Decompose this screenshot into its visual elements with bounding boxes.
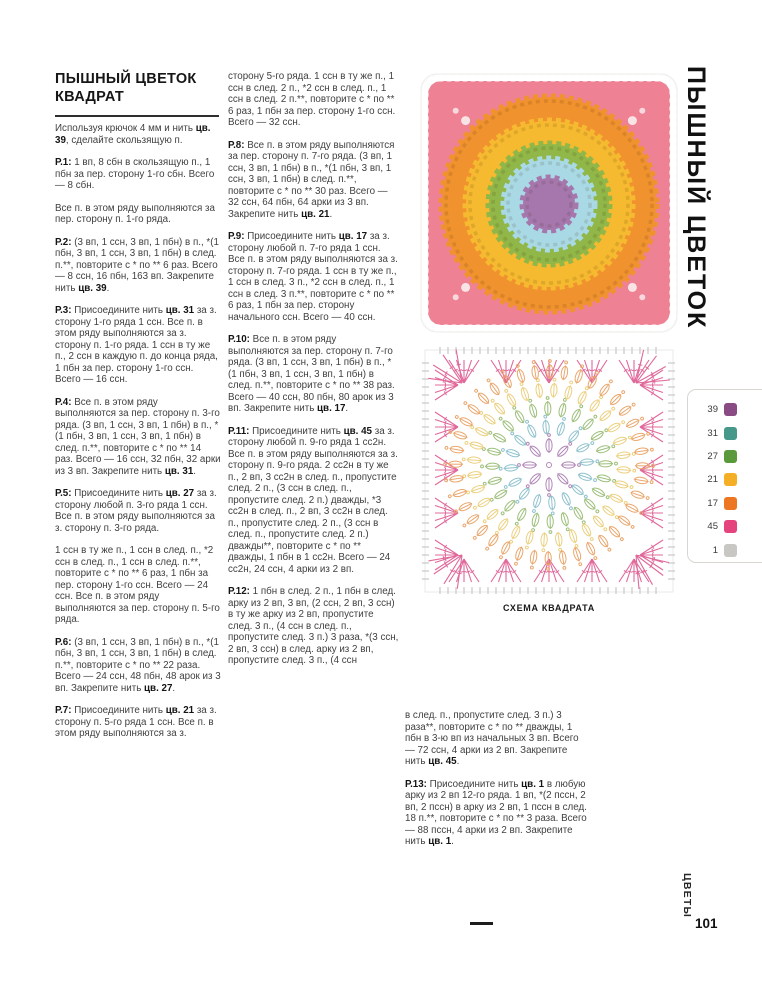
- legend-color-number: 31: [707, 427, 718, 439]
- legend-item: [688, 468, 762, 491]
- legend-color-number: 21: [707, 474, 718, 486]
- legend-color-number: 39: [707, 404, 718, 416]
- color-swatch: [724, 497, 737, 510]
- color-swatch: [724, 450, 737, 463]
- chart-caption: СХЕМА КВАДРАТА: [503, 603, 595, 613]
- chart-graphic: [418, 343, 680, 599]
- crochet-chart-diagram: [418, 343, 680, 599]
- legend-color-number: 1: [712, 544, 718, 556]
- photo-graphic: [420, 73, 678, 333]
- pattern-paragraph: Р.11: Присоедините нить цв. 45 за з. сторону любой п. 9-го ряда 1 сс2н. Все п. в этом ряду выполняются за з. сторону п. 9-го ряда. 2 сс2н в ту же п., 2 вп, 3 сс2н в след. п., пропустите след. 2 п., (3 ссн в след. п., пропустите след. 2 п.) дважды, *3 сс2н в след. п., 2 вп, 3 сс2н в след. п., пропустите след. 2 п., (3 ссн в след. п., пропустите след. 2 п.) дважды**, повторите с * по ** дважды, 1 пбн в 1 сс2н. Всего — 24 сс2н, 24 ссн, 4 арки из 2 вп.: [228, 425, 398, 575]
- legend-item: [688, 492, 762, 515]
- legend-color-number: 27: [707, 450, 718, 462]
- pattern-paragraph: Р.4: Все п. в этом ряду выполняются за пер. сторону п. 3-го ряда. (3 вп, 1 ссн, 3 вп, 1 пбн) в п., *(1 пбн, 3 вп, 1 ссн, 3 вп, 1 пбн) в след. п.**, повторите с * по ** 14 раз. Всего — 16 ссн, 32 пбн, 32 арки из 3 вп. Закрепите нить цв. 31.: [55, 396, 221, 477]
- pattern-paragraph: Используя крючок 4 мм и нить цв. 39, сделайте скользящую п.: [55, 123, 211, 146]
- instructions-column-3: [405, 710, 588, 859]
- crochet-square-photo: [420, 73, 678, 333]
- article-title: [55, 70, 223, 106]
- pattern-paragraph: сторону 5-го ряда. 1 ссн в ту же п., 1 ссн в след. 2 п., *2 ссн в след. п., 1 ссн в след. 2 п.**, повторите с * по ** 6 раз, 1 пбн за пер. сторону 1-го ссн. Всего — 32 ссн.: [228, 71, 396, 128]
- legend-item: [688, 398, 762, 421]
- color-swatch: [724, 427, 737, 440]
- color-swatch: [724, 544, 737, 557]
- instructions-column-1: [55, 123, 221, 751]
- pattern-paragraph: Р.13: Присоедините нить цв. 1 в любую арку из 2 вп 12-го ряда. 1 вп, *(2 пссн, 2 вп, 2 пссн) в арку из 2 вп, 1 пссн в след. 18 п.**, повторите с * по ** 3 раза. Всего — 88 пссн, 4 арки из 2 вп. Закрепите нить цв. 1.: [405, 778, 587, 847]
- color-swatch: [724, 520, 737, 533]
- pattern-paragraph: Р.6: (3 вп, 1 ссн, 3 вп, 1 пбн) в п., *(1 пбн, 3 вп, 1 ссн, 3 вп, 1 пбн) в след. п.**, повторите с * по ** 22 раза. Всего — 24 ссн, 48 пбн, 48 арок из 3 вп. Закрепите нить цв. 27.: [55, 636, 221, 694]
- color-swatch: [724, 403, 737, 416]
- pattern-paragraph: Р.5: Присоедините нить цв. 27 за з. сторону любой п. 3-го ряда 1 ссн. Все п. в этом ряду выполняются за з. сторону п. 3-го ряда.: [55, 488, 217, 534]
- pattern-paragraph: Р.1: 1 вп, 8 сбн в скользящую п., 1 пбн за пер. сторону 1-го сбн. Всего — 8 сбн.: [55, 157, 215, 191]
- page-number: 101: [695, 916, 718, 931]
- pattern-paragraph: Р.3: Присоедините нить цв. 31 за з. сторону 1-го ряда 1 ссн. Все п. в этом ряду выполняются за з. сторону п. 1-го ряда. 1 ссн в ту же п., 2 ссн в каждую п. до конца ряда, 1 пбн за пер. сторону 1-го ссн. Всего — 16 ссн.: [55, 305, 218, 385]
- color-swatch: [724, 473, 737, 486]
- legend-item: [688, 515, 762, 538]
- pattern-paragraph: Р.8: Все п. в этом ряду выполняются за пер. сторону п. 7-го ряда. (3 вп, 1 ссн, 3 вп, 1 пбн) в п., *(1 пбн, 3 вп, 1 ссн, 3 вп, 1 пбн) в след. п.**, повторите с * по ** 30 раз. Всего — 32 ссн, 64 пбн, 64 арки из 3 вп. Закрепите нить цв. 21.: [228, 139, 395, 220]
- pattern-paragraph: Р.7: Присоедините нить цв. 21 за з. сторону п. 5-го ряда 1 ссн. Все п. в этом ряду выполняются за з.: [55, 705, 217, 739]
- sidebar-vertical-title: ПЫШНЫЙ ЦВЕТОК: [682, 66, 710, 330]
- title-divider: [55, 115, 219, 117]
- color-legend: [687, 389, 762, 563]
- section-vertical-label: ЦВЕТЫ: [681, 873, 693, 918]
- pattern-paragraph: Р.2: (3 вп, 1 ссн, 3 вп, 1 пбн) в п., *(1 пбн, 3 вп, 1 ссн, 3 вп, 1 пбн) в след. п.**, повторите с * по ** 6 раз. Всего — 8 ссн, 16 пбн, 163 вп. Закрепите нить цв. 39.: [55, 236, 219, 294]
- article-title-line1: ПЫШНЫЙ ЦВЕТОК: [55, 71, 197, 87]
- legend-item: [688, 445, 762, 468]
- article-title-line2: КВАДРАТ: [55, 89, 125, 105]
- end-of-article-divider: [470, 922, 493, 925]
- pattern-paragraph: Р.9: Присоедините нить цв. 17 за з. сторону любой п. 7-го ряда 1 ссн. Все п. в этом ряду выполняются за з. сторону п. 7-го ряда. 1 ссн в ту же п., 1 ссн в след. 3 п., *2 ссн в след. п., 1 ссн в след. 3 п.**, повторите с * по ** 6 раз, 1 пбн за пер. сторону начального ссн. Всего — 40 ссн.: [228, 231, 398, 323]
- legend-color-number: 17: [707, 497, 718, 509]
- pattern-paragraph: в след. п., пропустите след. 3 п.) 3 раза**, повторите с * по ** дважды, 1 пбн в 3-ю вп из начальных 3 вп. Всего — 72 ссн, 4 арки из 2 вп. Закрепите нить цв. 45.: [405, 710, 579, 767]
- instructions-column-2: [228, 71, 399, 678]
- pattern-paragraph: 1 ссн в ту же п., 1 ссн в след. п., *2 ссн в след. п., 1 ссн в след. п.**, повторите с * по ** 6 раз, 1 пбн за пер. сторону 1-го ссн. Всего — 24 ссн. Все п. в этом ряду выполняются за пер. сторону п. 5-го ряда.: [55, 545, 220, 625]
- legend-item: [688, 421, 762, 444]
- pattern-paragraph: Все п. в этом ряду выполняются за пер. сторону п. 1-го ряда.: [55, 202, 215, 225]
- pattern-paragraph: Р.10: Все п. в этом ряду выполняются за пер. сторону п. 7-го ряда. (3 вп, 1 ссн, 3 вп, 1 пбн) в п., *(1 пбн, 3 вп, 1 ссн, 3 вп, 1 пбн) в след. п.**, повторите с * по ** 38 раз. Всего — 40 ссн, 80 пбн, 80 арок из 3 вп. Закрепите нить цв. 17.: [228, 334, 395, 414]
- legend-color-number: 45: [707, 521, 718, 533]
- pattern-paragraph: Р.12: 1 пбн в след. 2 п., 1 пбн в след. арку из 2 вп, 3 вп, (2 ссн, 2 вп, 3 ссн) в ту же арку из 2 вп, пропустите след. 3 п., (4 ссн в след. п., пропустите след. 3 п.) 3 раза, *(3 ссн, 2 вп, 3 ссн) в след. арку из 2 вп, пропустите след. 3 п., (4 ссн: [228, 586, 399, 666]
- legend-item: [688, 538, 762, 561]
